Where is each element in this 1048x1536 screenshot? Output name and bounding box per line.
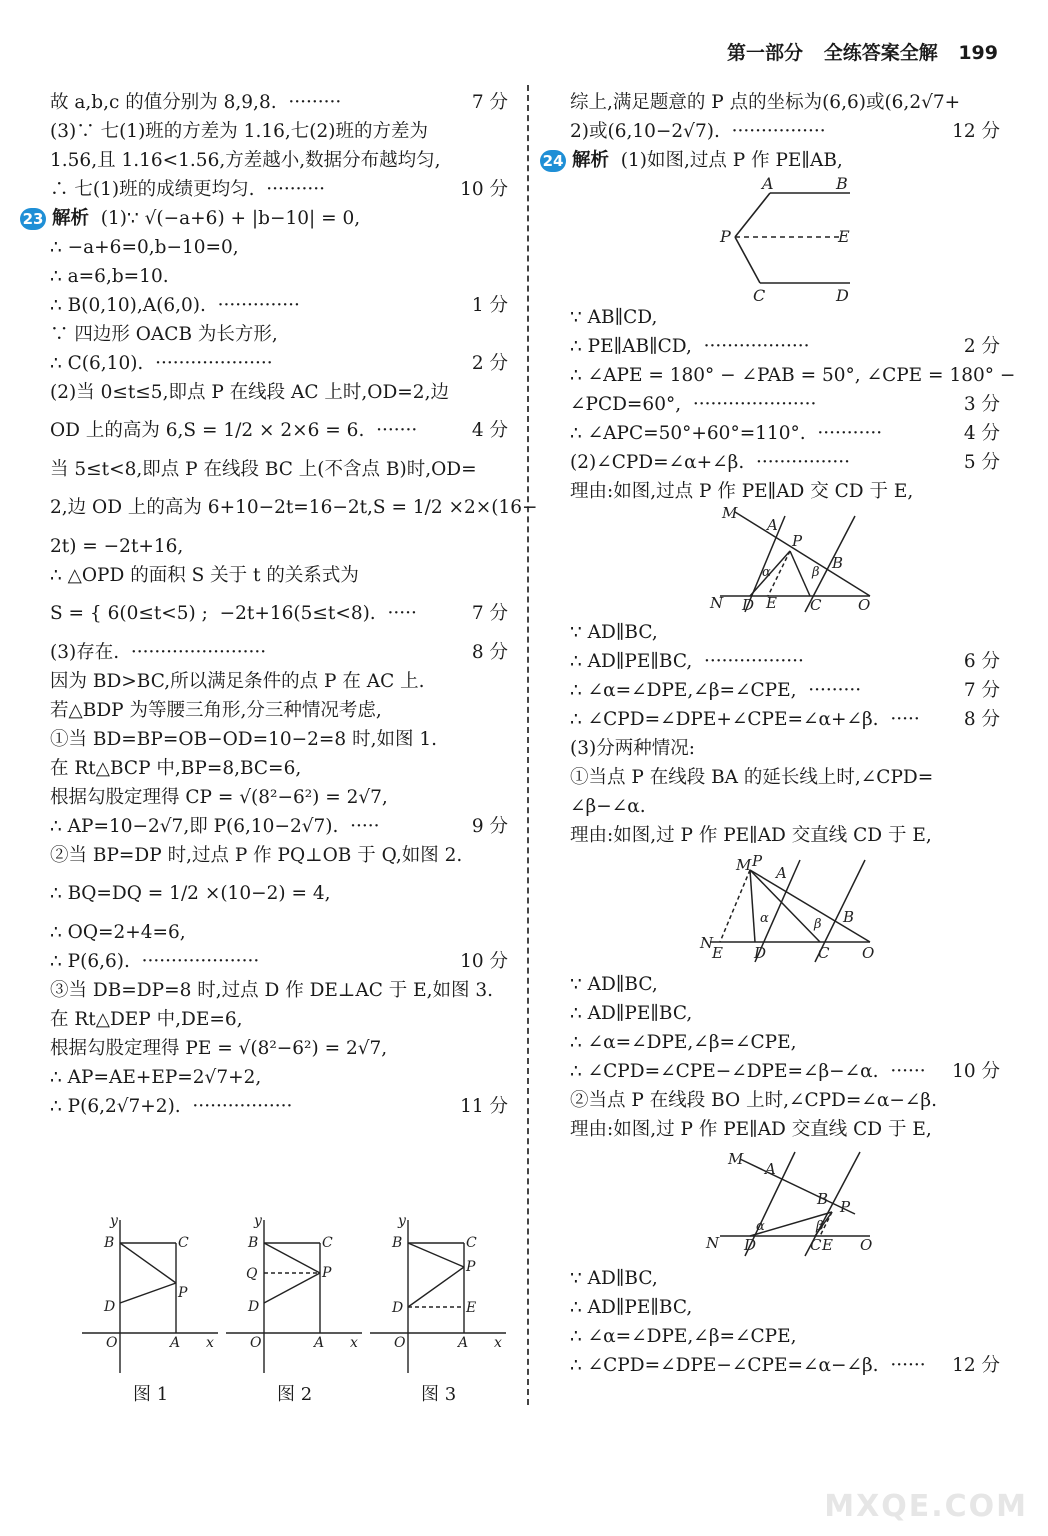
score-points: 10 分 bbox=[460, 951, 508, 972]
text-line bbox=[50, 812, 508, 841]
score-points: 7 分 bbox=[963, 680, 1000, 701]
text-line bbox=[50, 1063, 508, 1092]
figure-q24-4 bbox=[570, 1144, 1000, 1264]
text-line bbox=[570, 332, 1000, 361]
svg-text:α: α bbox=[762, 565, 771, 580]
svg-text:C: C bbox=[810, 596, 822, 614]
text-line bbox=[50, 841, 508, 870]
svg-text:P: P bbox=[322, 1265, 332, 1281]
line-text: (1)如图,过点 P 作 PE∥AB, bbox=[620, 150, 843, 171]
svg-text:E: E bbox=[838, 227, 850, 246]
text-line bbox=[570, 647, 1000, 676]
svg-text:B: B bbox=[392, 1235, 403, 1251]
caption-figure-1: 图 1 bbox=[133, 1384, 169, 1405]
text-line bbox=[50, 870, 508, 918]
line-text: ∴ AD∥PE∥BC, bbox=[570, 1003, 693, 1024]
svg-text:P: P bbox=[466, 1259, 476, 1275]
svg-text:E: E bbox=[712, 944, 723, 962]
line-text: (3)∵ 七(1)班的方差为 1.16,七(2)班的方差为 bbox=[50, 121, 428, 142]
line-text: (3)存在. ······················· bbox=[50, 642, 267, 663]
text-line bbox=[570, 477, 1000, 506]
svg-text:B: B bbox=[843, 908, 855, 926]
svg-text:D: D bbox=[742, 596, 755, 614]
caption-figure-2: 图 2 bbox=[277, 1384, 313, 1405]
score-points: 7 分 bbox=[471, 603, 508, 624]
svg-text:β: β bbox=[814, 917, 822, 932]
svg-text:M: M bbox=[736, 856, 752, 874]
svg-text:E: E bbox=[766, 594, 777, 612]
answer-24-part3-case2-proof bbox=[570, 1264, 1000, 1380]
analysis-label: 解析 bbox=[572, 150, 610, 171]
svg-text:N: N bbox=[700, 934, 714, 952]
column-divider bbox=[527, 85, 529, 1405]
figure-q23-3 bbox=[366, 1215, 511, 1389]
svg-text:β: β bbox=[812, 565, 820, 580]
text-line bbox=[50, 175, 508, 204]
line-text: ∴ −a+6=0,b−10=0, bbox=[50, 237, 239, 258]
score-points: 1 分 bbox=[471, 295, 508, 316]
text-line bbox=[570, 999, 1000, 1028]
svg-text:Q: Q bbox=[246, 1266, 258, 1282]
text-line bbox=[570, 1086, 1000, 1115]
line-text: ∴ P(6,6). ···················· bbox=[50, 951, 260, 972]
score-points: 7 分 bbox=[471, 92, 508, 113]
line-text: ∵ 四边形 OACB 为长方形, bbox=[50, 324, 278, 345]
line-text: 理由:如图,过点 P 作 PE∥AD 交 CD 于 E, bbox=[570, 481, 914, 502]
svg-text:N: N bbox=[706, 1234, 720, 1252]
svg-text:P: P bbox=[840, 1198, 851, 1216]
svg-text:A: A bbox=[765, 1160, 776, 1178]
text-line bbox=[50, 696, 508, 725]
text-line bbox=[570, 1322, 1000, 1351]
svg-text:C: C bbox=[810, 1236, 822, 1254]
line-text: ∴ C(6,10). ···················· bbox=[50, 353, 273, 374]
text-line bbox=[570, 676, 1000, 705]
svg-text:E: E bbox=[466, 1300, 477, 1316]
text-line bbox=[50, 1005, 508, 1034]
text-line bbox=[50, 590, 508, 638]
score-points: 12 分 bbox=[952, 121, 1000, 142]
svg-text:C: C bbox=[753, 286, 766, 303]
line-text: 当 5≤t<8,即点 P 在线段 BC 上(不含点 B)时,OD= bbox=[50, 459, 477, 480]
line-text: ①当点 P 在线段 BA 的延长线上时,∠CPD= bbox=[570, 767, 934, 788]
svg-text:O: O bbox=[106, 1335, 118, 1351]
text-line bbox=[570, 390, 1000, 419]
line-text: ①当 BD=BP=OB−OD=10−2=8 时,如图 1. bbox=[50, 729, 437, 750]
svg-text:B: B bbox=[817, 1190, 829, 1208]
text-line bbox=[570, 763, 1000, 792]
section-title: 第一部分 bbox=[727, 42, 804, 64]
svg-text:D: D bbox=[104, 1299, 116, 1315]
book-title: 全练答案全解 bbox=[823, 42, 938, 64]
text-line bbox=[50, 667, 508, 696]
line-text: ∴ PE∥AB∥CD, ·················· bbox=[570, 336, 810, 357]
line-text: 因为 BD>BC,所以满足条件的点 P 在 AC 上. bbox=[50, 671, 425, 692]
line-text: (2)∠CPD=∠α+∠β. ················ bbox=[570, 452, 851, 473]
text-line bbox=[570, 1351, 1000, 1380]
line-text: ∴ a=6,b=10. bbox=[50, 266, 169, 287]
line-text: ③当 DB=DP=8 时,过点 D 作 DE⊥AC 于 E,如图 3. bbox=[50, 980, 494, 1001]
line-text: 1.56,且 1.16<1.56,方差越小,数据分布越均匀, bbox=[50, 150, 441, 171]
svg-text:E: E bbox=[822, 1236, 833, 1254]
page-header bbox=[713, 38, 998, 65]
text-line bbox=[570, 303, 1000, 332]
text-line bbox=[570, 1293, 1000, 1322]
figure-q24-3 bbox=[570, 850, 1000, 970]
svg-text:D: D bbox=[392, 1300, 404, 1316]
svg-text:O: O bbox=[250, 1335, 262, 1351]
svg-text:A: A bbox=[458, 1335, 469, 1351]
line-text: ∴ ∠CPD=∠DPE−∠CPE=∠α−∠β. ······ bbox=[570, 1355, 926, 1376]
score-points: 9 分 bbox=[471, 816, 508, 837]
line-text: 在 Rt△BCP 中,BP=8,BC=6, bbox=[50, 758, 302, 779]
line-text: 综上,满足题意的 P 点的坐标为(6,6)或(6,2√7+ bbox=[570, 92, 961, 113]
line-text: ∴ ∠CPD=∠CPE−∠DPE=∠β−∠α. ······ bbox=[570, 1061, 926, 1082]
text-line bbox=[570, 361, 1016, 390]
line-text: ∴ BQ=DQ = 1/2 ×(10−2) = 4, bbox=[50, 883, 331, 904]
line-text: ∵ AB∥CD, bbox=[570, 307, 658, 328]
score-points: 3 分 bbox=[963, 394, 1000, 415]
svg-text:y: y bbox=[398, 1215, 406, 1229]
line-text: S = { 6(0≤t<5) ; −2t+16(5≤t<8). ····· bbox=[50, 603, 417, 624]
figure-q24-1 bbox=[570, 175, 1000, 303]
line-text: ∴ ∠APE = 180° − ∠PAB = 50°, ∠CPE = 180° − bbox=[570, 365, 1016, 386]
line-text: ∠β−∠α. bbox=[570, 796, 646, 817]
line-text: 2,边 OD 上的高为 6+10−2t=16−2t,S = 1/2 ×2×(16− bbox=[50, 497, 538, 518]
text-line bbox=[50, 754, 508, 783]
line-text: ∵ AD∥BC, bbox=[570, 974, 658, 995]
text-line bbox=[570, 821, 1000, 850]
svg-text:A: A bbox=[762, 175, 774, 193]
svg-text:O: O bbox=[862, 944, 875, 962]
text-line bbox=[50, 725, 508, 754]
svg-text:D: D bbox=[836, 286, 849, 303]
svg-text:D: D bbox=[744, 1236, 757, 1254]
answer-24-part3-case1 bbox=[570, 618, 1000, 850]
caption-figure-3: 图 3 bbox=[421, 1384, 457, 1405]
svg-text:x: x bbox=[494, 1335, 502, 1351]
question-number-badge: 23 bbox=[20, 208, 46, 230]
svg-text:B: B bbox=[832, 554, 844, 572]
score-points: 2 分 bbox=[963, 336, 1000, 357]
svg-text:M: M bbox=[728, 1150, 744, 1168]
svg-text:O: O bbox=[860, 1236, 873, 1254]
svg-text:P: P bbox=[178, 1285, 188, 1301]
svg-text:O: O bbox=[394, 1335, 406, 1351]
score-points: 11 分 bbox=[460, 1096, 508, 1117]
text-line bbox=[50, 638, 508, 667]
line-text: ∵ AD∥BC, bbox=[570, 1268, 658, 1289]
text-line bbox=[50, 976, 508, 1005]
line-text: ∴ AD∥PE∥BC, ················· bbox=[570, 651, 804, 672]
line-text: 在 Rt△DEP 中,DE=6, bbox=[50, 1009, 243, 1030]
line-text: 2)或(6,10−2√7). ················ bbox=[570, 121, 826, 142]
line-text: ∴ OQ=2+4=6, bbox=[50, 922, 186, 943]
text-line bbox=[50, 455, 508, 484]
score-points: 8 分 bbox=[471, 642, 508, 663]
line-text: ∴ AP=10−2√7,即 P(6,10−2√7). ····· bbox=[50, 816, 380, 837]
text-line bbox=[570, 734, 1000, 763]
text-line bbox=[50, 947, 508, 976]
line-text: 根据勾股定理得 PE = √(8²−6²) = 2√7, bbox=[50, 1038, 388, 1059]
question-number-badge: 24 bbox=[540, 150, 566, 172]
svg-text:y: y bbox=[254, 1215, 262, 1229]
line-text: 理由:如图,过 P 作 PE∥AD 交直线 CD 于 E, bbox=[570, 825, 932, 846]
svg-text:B: B bbox=[248, 1235, 259, 1251]
text-line bbox=[50, 117, 508, 146]
analysis-label: 解析 bbox=[52, 208, 90, 229]
text-line bbox=[50, 532, 508, 561]
svg-text:y: y bbox=[110, 1215, 118, 1229]
text-line bbox=[50, 262, 508, 291]
svg-text:P: P bbox=[752, 852, 763, 870]
line-text: OD 上的高为 6,S = 1/2 × 2×6 = 6. ······· bbox=[50, 420, 418, 441]
line-text: ∴ AP=AE+EP=2√7+2, bbox=[50, 1067, 262, 1088]
score-points: 4 分 bbox=[963, 423, 1000, 444]
answer-23-conclusion bbox=[542, 88, 1000, 175]
line-text: (1)∵ √(−a+6) + |b−10| = 0, bbox=[100, 208, 361, 229]
text-line bbox=[50, 783, 508, 812]
text-line bbox=[570, 117, 1000, 146]
svg-text:x: x bbox=[206, 1335, 214, 1351]
svg-text:A: A bbox=[776, 864, 787, 882]
text-line bbox=[570, 88, 1000, 117]
svg-text:P: P bbox=[720, 227, 731, 246]
line-text: ∴ ∠α=∠DPE,∠β=∠CPE, bbox=[570, 1032, 797, 1053]
svg-text:M: M bbox=[722, 506, 738, 522]
text-line bbox=[570, 1115, 1000, 1144]
answer-24-part1-2 bbox=[570, 303, 1016, 506]
text-line bbox=[50, 349, 508, 378]
score-points: 12 分 bbox=[952, 1355, 1000, 1376]
text-line bbox=[50, 378, 508, 407]
figure-q24-2 bbox=[570, 506, 1000, 618]
text-line bbox=[22, 204, 508, 233]
svg-text:C: C bbox=[322, 1235, 333, 1251]
text-line bbox=[570, 419, 1000, 448]
line-text: 2t) = −2t+16, bbox=[50, 536, 184, 557]
line-text: ∵ AD∥BC, bbox=[570, 622, 658, 643]
line-text: ∠PCD=60°, ····················· bbox=[570, 394, 817, 415]
figure-q23-2 bbox=[222, 1215, 367, 1389]
line-text: (3)分两种情况: bbox=[570, 738, 695, 759]
text-line bbox=[50, 233, 508, 262]
text-line bbox=[570, 1028, 1000, 1057]
score-points: 10 分 bbox=[952, 1061, 1000, 1082]
line-text: 理由:如图,过 P 作 PE∥AD 交直线 CD 于 E, bbox=[570, 1119, 932, 1140]
line-text: ∴ ∠CPD=∠DPE+∠CPE=∠α+∠β. ····· bbox=[570, 709, 920, 730]
svg-text:A: A bbox=[767, 516, 778, 534]
text-line bbox=[570, 970, 1000, 999]
text-line bbox=[570, 705, 1000, 734]
text-line bbox=[50, 484, 538, 532]
svg-text:O: O bbox=[858, 596, 871, 614]
text-line bbox=[50, 407, 508, 455]
svg-text:P: P bbox=[792, 532, 803, 550]
score-points: 8 分 bbox=[963, 709, 1000, 730]
text-line bbox=[570, 618, 1000, 647]
text-line bbox=[570, 792, 1000, 821]
figure-q23-1 bbox=[78, 1215, 223, 1389]
line-text: ②当 BP=DP 时,过点 P 作 PQ⊥OB 于 Q,如图 2. bbox=[50, 845, 463, 866]
text-line bbox=[50, 1034, 508, 1063]
text-line bbox=[50, 561, 508, 590]
line-text: 若△BDP 为等腰三角形,分三种情况考虑, bbox=[50, 700, 382, 721]
text-line bbox=[542, 146, 1000, 175]
line-text: ∴ P(6,2√7+2). ················· bbox=[50, 1096, 293, 1117]
text-line bbox=[50, 88, 508, 117]
score-points: 6 分 bbox=[963, 651, 1000, 672]
svg-text:α: α bbox=[760, 911, 769, 926]
text-line bbox=[50, 1092, 508, 1121]
text-line bbox=[570, 448, 1000, 477]
score-points: 5 分 bbox=[963, 452, 1000, 473]
svg-text:β: β bbox=[816, 1219, 824, 1234]
svg-text:C: C bbox=[818, 944, 830, 962]
score-points: 4 分 bbox=[471, 420, 508, 441]
text-line bbox=[50, 146, 508, 175]
line-text: ∴ ∠α=∠DPE,∠β=∠CPE, bbox=[570, 1326, 797, 1347]
text-line bbox=[50, 320, 508, 349]
score-points: 2 分 bbox=[471, 353, 508, 374]
svg-text:α: α bbox=[756, 1219, 765, 1234]
line-text: ∴ AD∥PE∥BC, bbox=[570, 1297, 693, 1318]
line-text: ∴ B(0,10),A(6,0). ·············· bbox=[50, 295, 300, 316]
line-text: ∴ 七(1)班的成绩更均匀. ·········· bbox=[50, 179, 326, 200]
line-text: 故 a,b,c 的值分别为 8,9,8. ········· bbox=[50, 92, 342, 113]
score-points: 10 分 bbox=[460, 179, 508, 200]
answer-24-part3-case2 bbox=[570, 970, 1000, 1144]
left-column bbox=[22, 88, 538, 1121]
page-number: 199 bbox=[958, 42, 998, 64]
line-text: 根据勾股定理得 CP = √(8²−6²) = 2√7, bbox=[50, 787, 388, 808]
svg-text:D: D bbox=[248, 1299, 260, 1315]
text-line bbox=[570, 1264, 1000, 1293]
line-text: ∴ △OPD 的面积 S 关于 t 的关系式为 bbox=[50, 565, 359, 586]
text-line bbox=[570, 1057, 1000, 1086]
line-text: ∴ ∠APC=50°+60°=110°. ··········· bbox=[570, 423, 883, 444]
text-line bbox=[50, 291, 508, 320]
line-text: ∴ ∠α=∠DPE,∠β=∠CPE, ········· bbox=[570, 680, 862, 701]
svg-text:N: N bbox=[710, 594, 724, 612]
svg-text:A: A bbox=[170, 1335, 181, 1351]
svg-text:D: D bbox=[754, 944, 767, 962]
line-text: ②当点 P 在线段 BO 上时,∠CPD=∠α−∠β. bbox=[570, 1090, 937, 1111]
watermark: MXQE.COM bbox=[824, 1489, 1028, 1524]
svg-text:C: C bbox=[466, 1235, 477, 1251]
svg-text:A: A bbox=[314, 1335, 325, 1351]
svg-text:x: x bbox=[350, 1335, 358, 1351]
line-text: (2)当 0≤t≤5,即点 P 在线段 AC 上时,OD=2,边 bbox=[50, 382, 449, 403]
text-line bbox=[50, 918, 508, 947]
svg-text:B: B bbox=[836, 175, 848, 193]
svg-text:C: C bbox=[178, 1235, 189, 1251]
right-column bbox=[542, 88, 1016, 1380]
svg-text:B: B bbox=[104, 1235, 115, 1251]
